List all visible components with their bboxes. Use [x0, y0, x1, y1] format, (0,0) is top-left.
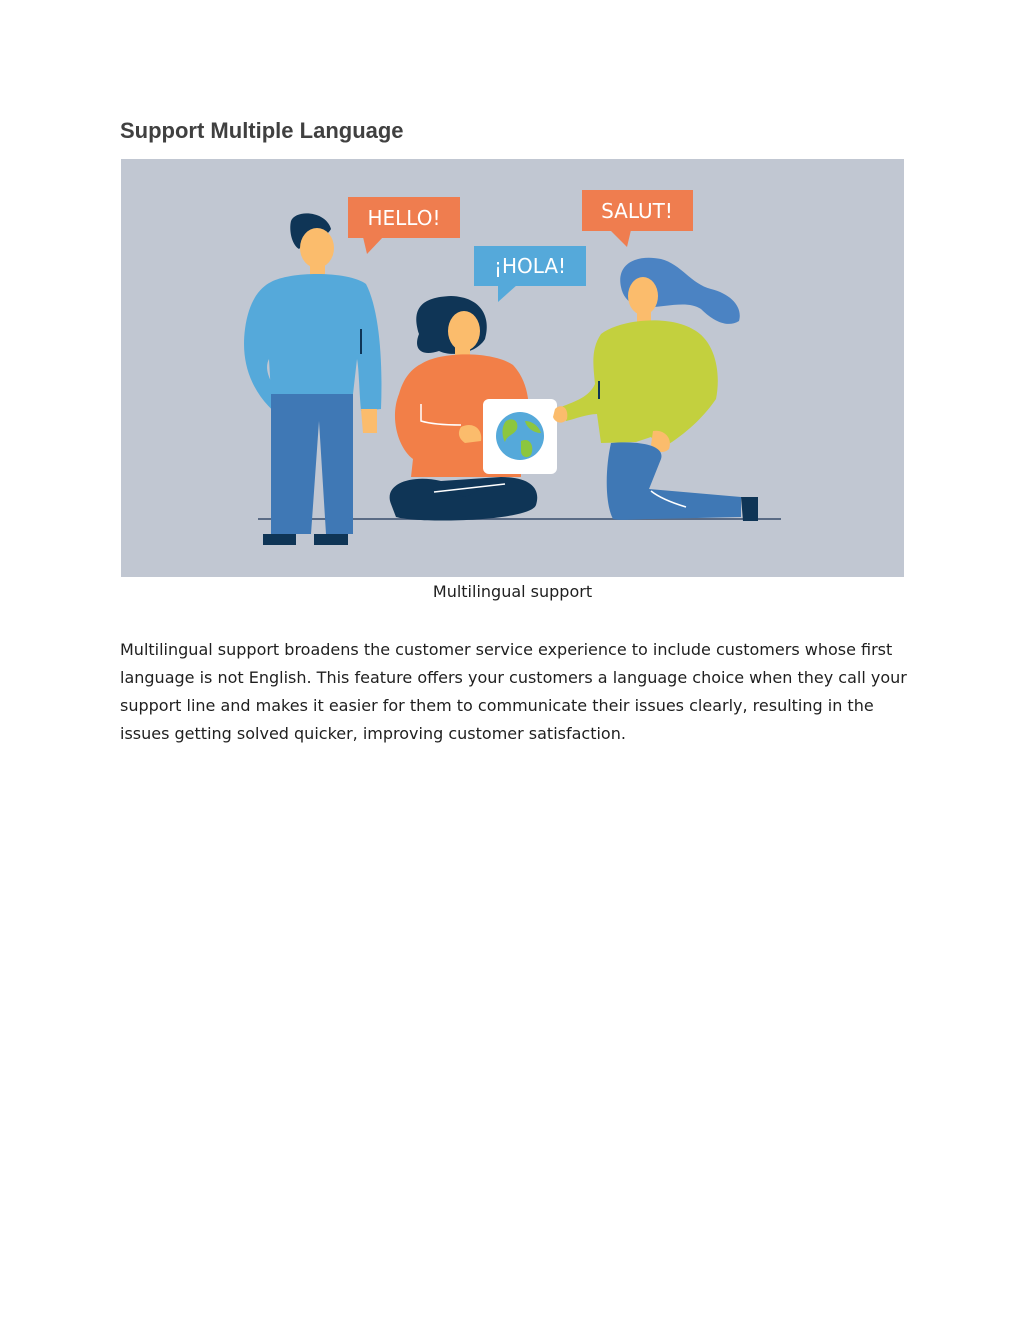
globe-card: [483, 399, 557, 474]
multilingual-illustration: [121, 159, 904, 577]
hello-bubble-text: HELLO!: [367, 206, 441, 230]
hola-bubble-text: ¡HOLA!: [493, 254, 567, 278]
section-heading: Support Multiple Language: [120, 118, 404, 143]
salut-bubble-text: SALUT!: [601, 199, 673, 223]
body-paragraph: Multilingual support broadens the customer service experience to include customers whose first language is not English. This feature offers your customers a language choice when they call your support line and makes it easier for them to communicate their issues clearly, resulting in the issues getting solved quicker, improving customer satisfaction.: [120, 640, 907, 743]
globe-icon: [496, 412, 544, 460]
figure-caption: Multilingual support: [432, 582, 593, 601]
illustration-svg: [121, 159, 904, 577]
